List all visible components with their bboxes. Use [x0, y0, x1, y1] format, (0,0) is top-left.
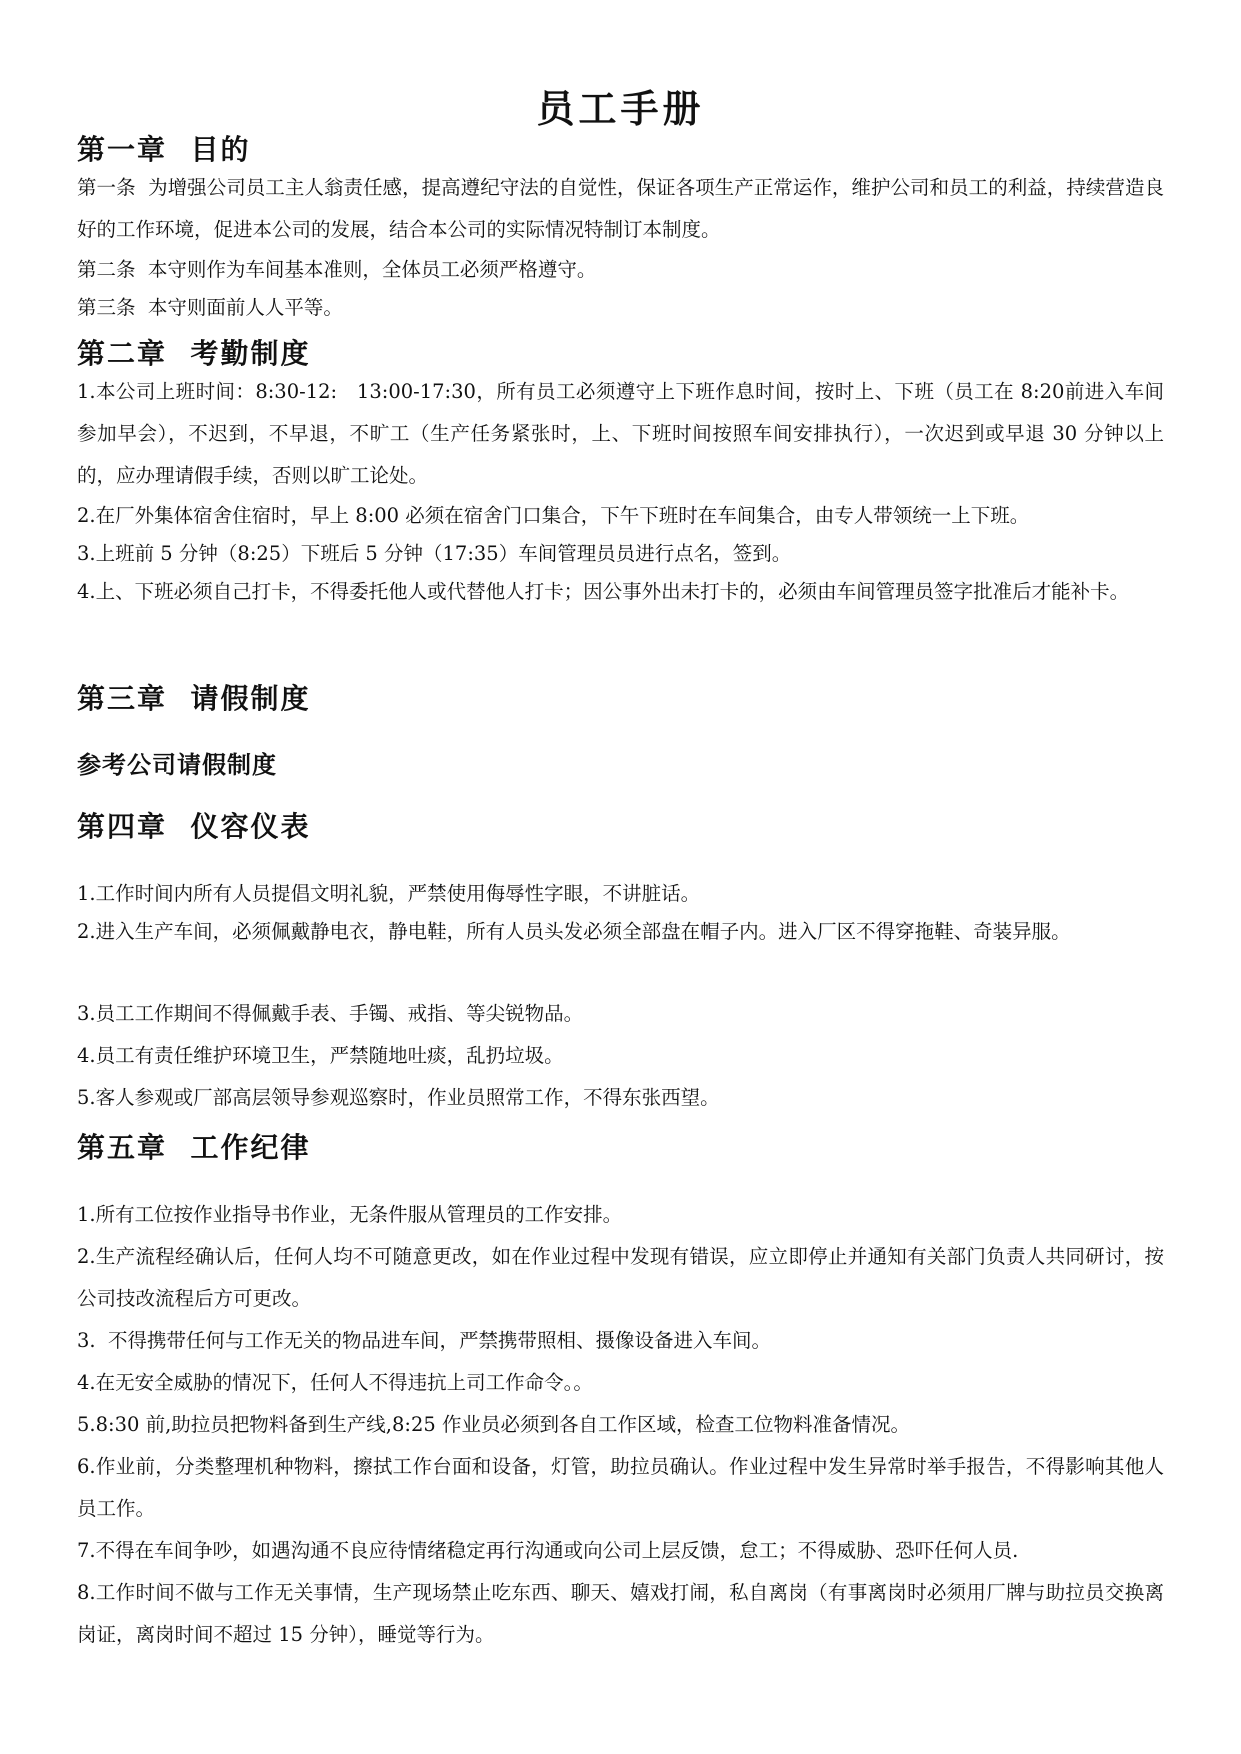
chapter-5-item-4: 4.在无安全威胁的情况下，任何人不得违抗上司工作命令。。	[77, 1371, 593, 1394]
chapter-2-item-4: 4.上、下班必须自己打卡，不得委托他人或代替他人打卡；因公事外出未打卡的，必须由车间管理员签字批准后才能补卡。	[77, 580, 1130, 603]
chapter-3-heading: 第三章 请假制度	[77, 682, 311, 715]
chapter-5-item-6: 6.作业前，分类整理机种物料，擦拭工作台面和设备，灯管，助拉员确认。作业过程中发生异常时举手报告，不得影响其他人员工作。	[77, 1455, 1164, 1520]
chapter-4-item-3: 3.员工工作期间不得佩戴手表、手镯、戒指、等尖锐物品。	[77, 1002, 584, 1025]
chapter-1-heading: 第一章 目的	[77, 133, 251, 166]
chapter-4-heading: 第四章 仪容仪表	[77, 810, 311, 843]
chapter-2-heading: 第二章 考勤制度	[77, 337, 311, 370]
chapter-4-item-1: 1.工作时间内所有人员提倡文明礼貌，严禁使用侮辱性字眼，不讲脏话。	[77, 882, 701, 905]
chapter-5-item-5: 5.8:30 前,助拉员把物料备到生产线,8:25 作业员必须到各自工作区域，检查工位物料准备情况。	[77, 1413, 910, 1436]
chapter-2-item-2: 2.在厂外集体宿舍住宿时，早上 8:00 必须在宿舍门口集合，下午下班时在车间集合，由专人带领统一上下班。	[77, 504, 1030, 527]
chapter-5-item-1: 1.所有工位按作业指导书作业，无条件服从管理员的工作安排。	[77, 1203, 623, 1226]
chapter-1-article-3: 第三条 本守则面前人人平等。	[77, 296, 343, 319]
chapter-4-item-5: 5.客人参观或厂部高层领导参观巡察时，作业员照常工作，不得东张西望。	[77, 1086, 720, 1109]
chapter-5-item-7: 7.不得在车间争吵，如遇沟通不良应待情绪稳定再行沟通或向公司上层反馈，怠工；不得威胁、恐吓任何人员.	[77, 1539, 1019, 1562]
chapter-4-item-2: 2.进入生产车间，必须佩戴静电衣，静电鞋，所有人员头发必须全部盘在帽子内。进入厂区不得穿拖鞋、奇装异服。	[77, 920, 1071, 943]
chapter-5-item-3: 3. 不得携带任何与工作无关的物品进车间，严禁携带照相、摄像设备进入车间。	[77, 1329, 772, 1352]
chapter-5-item-8: 8.工作时间不做与工作无关事情，生产现场禁止吃东西、聊天、嬉戏打闹，私自离岗（有事离岗时必须用厂牌与助拉员交换离岗证，离岗时间不超过 15 分钟），睡觉等行为。	[77, 1581, 1164, 1646]
chapter-3-subheading: 参考公司请假制度	[77, 751, 277, 779]
chapter-5-item-2: 2.生产流程经确认后，任何人均不可随意更改，如在作业过程中发现有错误，应立即停止并通知有关部门负责人共同研讨，按公司技改流程后方可更改。	[77, 1245, 1164, 1310]
chapter-1-article-2: 第二条 本守则作为车间基本准则，全体员工必须严格遵守。	[77, 258, 597, 281]
document-title: 员工手册	[536, 87, 705, 131]
chapter-4-item-4: 4.员工有责任维护环境卫生，严禁随地吐痰，乱扔垃圾。	[77, 1044, 564, 1067]
chapter-2-item-3: 3.上班前 5 分钟（8:25）下班后 5 分钟（17:35）车间管理员员进行点名，签到。	[77, 542, 792, 565]
chapter-2-item-1: 1.本公司上班时间：8:30-12: 13:00-17:30，所有员工必须遵守上下班作息时间，按时上、下班（员工在 8:20前进入车间参加早会），不迟到，不早退，不旷工（生产任务紧张时，上、下班时间按照车间安排执行），一次迟到或早退 30 分钟以上的，应办理请假手续，否则以旷工论处。	[77, 380, 1164, 487]
chapter-1-article-1: 第一条 为增强公司员工主人翁责任感，提高遵纪守法的自觉性，保证各项生产正常运作，维护公司和员工的利益，持续营造良好的工作环境，促进本公司的发展，结合本公司的实际情况特制订本制度。	[77, 176, 1164, 241]
chapter-5-heading: 第五章 工作纪律	[77, 1131, 311, 1164]
